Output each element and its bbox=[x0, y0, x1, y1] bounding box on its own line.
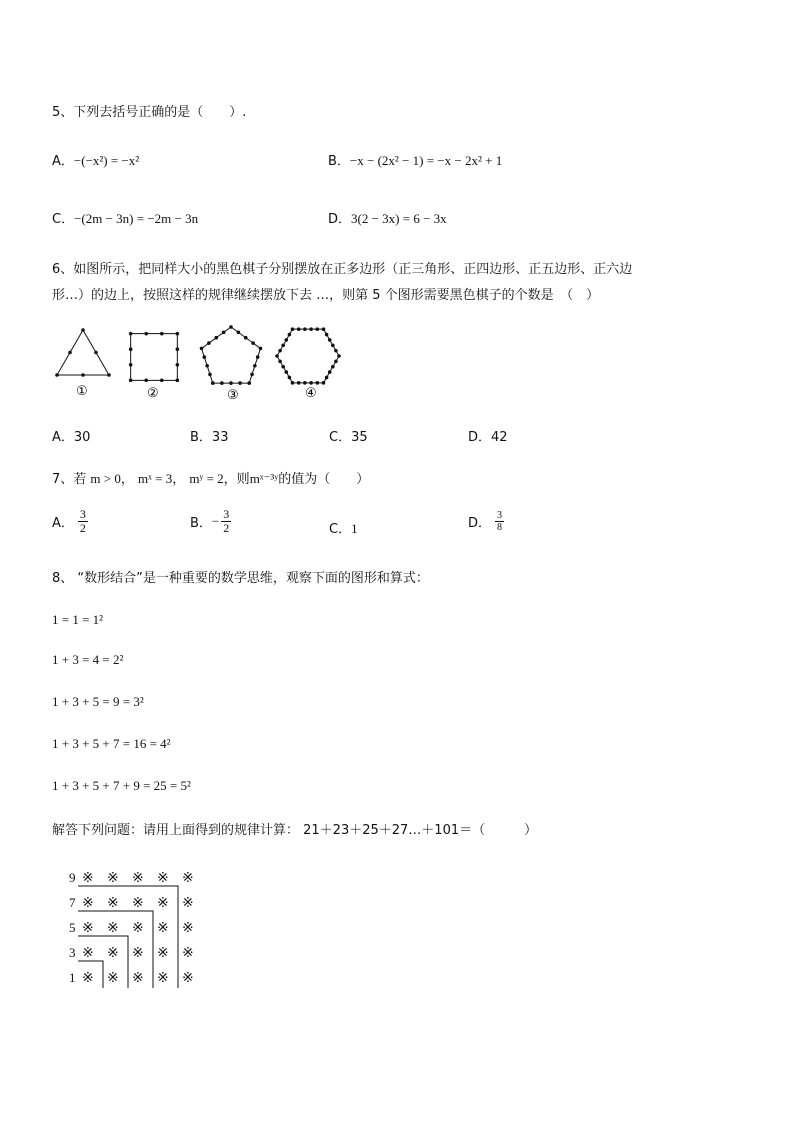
chess-piece-dot bbox=[285, 370, 289, 374]
q8-equation-4: 1 + 3 + 5 + 7 = 16 = 4² bbox=[52, 736, 171, 751]
grid-row-label: 1 bbox=[69, 970, 76, 985]
q5-option-c: C．−(2m − 3n) = −2m − 3n bbox=[52, 211, 199, 227]
fraction: $\frac{3}{2}$ bbox=[79, 507, 86, 535]
triangle-outline bbox=[57, 330, 109, 375]
chess-piece-dot bbox=[160, 332, 164, 336]
q5-option-a-expr: −(−x²) = −x² bbox=[73, 153, 140, 168]
grid-cell-symbol: ※ bbox=[157, 971, 169, 986]
figure-label-2: ② bbox=[147, 385, 159, 400]
chess-piece-dot bbox=[176, 332, 180, 336]
q6-option-a: A．30 bbox=[52, 430, 91, 445]
grid-row-label: 3 bbox=[69, 945, 76, 960]
grid-cell-symbol: ※ bbox=[182, 871, 194, 886]
q5-option-b: B．−x − (2x² − 1) = −x − 2x² + 1 bbox=[328, 153, 503, 169]
chess-piece-dot bbox=[281, 365, 285, 369]
grid-cell-symbol: ※ bbox=[107, 946, 119, 961]
grid-cell-symbol: ※ bbox=[82, 946, 94, 961]
grid-cell-symbol: ※ bbox=[132, 896, 144, 911]
chess-piece-dot bbox=[337, 354, 341, 358]
chess-piece-dot bbox=[256, 355, 260, 359]
chess-piece-dot bbox=[328, 370, 332, 374]
square-outline bbox=[131, 334, 178, 381]
fraction: $\frac{3}{8}$ bbox=[497, 510, 503, 533]
grid-cell-symbol: ※ bbox=[107, 921, 119, 936]
q6-polygon-figures bbox=[50, 322, 350, 402]
grid-cell-symbol: ※ bbox=[132, 871, 144, 886]
chess-piece-dot bbox=[107, 373, 111, 377]
chess-piece-dot bbox=[200, 347, 204, 351]
chess-piece-dot bbox=[297, 381, 301, 385]
chess-piece-dot bbox=[81, 373, 85, 377]
chess-piece-dot bbox=[203, 355, 207, 359]
grid-cell-symbol: ※ bbox=[157, 946, 169, 961]
chess-piece-dot bbox=[281, 343, 285, 347]
chess-piece-dot bbox=[129, 347, 133, 351]
chess-piece-dot bbox=[176, 379, 180, 383]
q6-option-d: D．42 bbox=[468, 430, 508, 445]
q8-equation-2: 1 + 3 = 4 = 2² bbox=[52, 652, 124, 667]
chess-piece-dot bbox=[253, 364, 257, 368]
chess-piece-dot bbox=[160, 379, 164, 383]
q5-stem: 5、下列去括号正确的是（ ）. bbox=[52, 105, 247, 120]
chess-piece-dot bbox=[208, 373, 212, 377]
q8-equation-1: 1 = 1 = 1² bbox=[52, 612, 104, 627]
q5-option-a: A．−(−x²) = −x² bbox=[52, 153, 140, 169]
chess-piece-dot bbox=[297, 327, 301, 331]
grid-cell-symbol: ※ bbox=[82, 921, 94, 936]
grid-cell-symbol: ※ bbox=[132, 971, 144, 986]
chess-piece-dot bbox=[144, 379, 148, 383]
chess-piece-dot bbox=[214, 336, 218, 340]
q6-option-c: C．35 bbox=[329, 430, 368, 445]
grid-cell-symbol: ※ bbox=[182, 971, 194, 986]
chess-piece-dot bbox=[81, 328, 85, 332]
grid-cell-symbol: ※ bbox=[132, 946, 144, 961]
grid-row-label: 5 bbox=[69, 920, 76, 935]
q6-stem-line2: 形…）的边上，按照这样的规律继续摆放下去 …，则第 5 个图形需要黑色棋子的个数是 （ ） bbox=[52, 288, 600, 303]
q8-odd-square-grid bbox=[60, 862, 220, 992]
chess-piece-dot bbox=[291, 327, 295, 331]
grid-cell-symbol: ※ bbox=[107, 896, 119, 911]
fraction: $\frac{3}{2}$ bbox=[223, 507, 230, 535]
chess-piece-dot bbox=[331, 365, 335, 369]
chess-piece-dot bbox=[207, 341, 211, 345]
chess-piece-dot bbox=[309, 327, 313, 331]
grid-cell-symbol: ※ bbox=[132, 921, 144, 936]
chess-piece-dot bbox=[334, 349, 338, 353]
chess-piece-dot bbox=[285, 338, 289, 342]
chess-piece-dot bbox=[176, 347, 180, 351]
chess-piece-dot bbox=[251, 341, 255, 345]
figure-label-4: ④ bbox=[305, 385, 317, 400]
chess-piece-dot bbox=[129, 332, 133, 336]
chess-piece-dot bbox=[278, 360, 282, 364]
grid-cell-symbol: ※ bbox=[157, 896, 169, 911]
q8-equation-5: 1 + 3 + 5 + 7 + 9 = 25 = 5² bbox=[52, 778, 191, 793]
chess-piece-dot bbox=[291, 381, 295, 385]
chess-piece-dot bbox=[325, 333, 329, 337]
chess-piece-dot bbox=[222, 331, 226, 335]
q7-option-c: C．1 bbox=[329, 521, 358, 537]
chess-piece-dot bbox=[55, 373, 59, 377]
figure-label-1: ① bbox=[76, 383, 88, 398]
q8-question: 解答下列问题：请用上面得到的规律计算： 21＋23＋25＋27…＋101＝（ ） bbox=[52, 823, 538, 838]
grid-row-label: 7 bbox=[69, 895, 76, 910]
chess-piece-dot bbox=[328, 338, 332, 342]
chess-piece-dot bbox=[322, 327, 326, 331]
q7-cond-my: mʸ = 2 bbox=[189, 471, 224, 486]
q7-target-expr: mˣ⁻³ʸ bbox=[249, 471, 279, 486]
grid-cell-symbol: ※ bbox=[82, 971, 94, 986]
q5-option-d-expr: 3(2 − 3x) = 6 − 3x bbox=[351, 211, 447, 226]
chess-piece-dot bbox=[229, 325, 233, 329]
chess-piece-dot bbox=[211, 381, 215, 385]
grid-row-label: 9 bbox=[69, 870, 76, 885]
chess-piece-dot bbox=[288, 333, 292, 337]
chess-piece-dot bbox=[176, 363, 180, 367]
chess-piece-dot bbox=[94, 351, 98, 355]
q7-option-b: B．− $\frac{3}{2}$ bbox=[190, 507, 230, 535]
grid-cell-symbol: ※ bbox=[182, 896, 194, 911]
q5-option-d: D．3(2 − 3x) = 6 − 3x bbox=[328, 211, 447, 227]
q6-stem-line1: 6、如图所示，把同样大小的黑色棋子分别摆放在正多边形（正三角形、正四边形、正五边形、正六边 bbox=[52, 262, 633, 277]
chess-piece-dot bbox=[129, 363, 133, 367]
chess-piece-dot bbox=[288, 376, 292, 380]
q7-cond-mx: mˣ = 3 bbox=[138, 471, 173, 486]
chess-piece-dot bbox=[220, 381, 224, 385]
q7-stem: 7、若 m > 0， mˣ = 3， mʸ = 2，则mˣ⁻³ʸ的值为（ ） bbox=[52, 471, 370, 487]
chess-piece-dot bbox=[331, 343, 335, 347]
hexagon-outline bbox=[277, 329, 339, 383]
chess-piece-dot bbox=[144, 332, 148, 336]
q5-option-c-expr: −(2m − 3n) = −2m − 3n bbox=[74, 211, 199, 226]
q6-option-b: B．33 bbox=[190, 430, 229, 445]
chess-piece-dot bbox=[259, 347, 263, 351]
q8-stem: 8、 “数形结合”是一种重要的数学思维，观察下面的图形和算式： bbox=[52, 571, 429, 586]
q7-option-a: A． $\frac{3}{2}$ bbox=[52, 507, 86, 535]
q5-option-b-expr: −x − (2x² − 1) = −x − 2x² + 1 bbox=[349, 153, 503, 168]
chess-piece-dot bbox=[129, 379, 133, 383]
chess-piece-dot bbox=[316, 327, 320, 331]
chess-piece-dot bbox=[334, 360, 338, 364]
chess-piece-dot bbox=[229, 381, 233, 385]
chess-piece-dot bbox=[325, 376, 329, 380]
q7-option-d: D． $\frac{3}{8}$ bbox=[468, 510, 503, 533]
grid-cell-symbol: ※ bbox=[107, 871, 119, 886]
grid-cell-symbol: ※ bbox=[107, 971, 119, 986]
grid-cell-symbol: ※ bbox=[157, 871, 169, 886]
figure-label-3: ③ bbox=[227, 387, 239, 402]
chess-piece-dot bbox=[68, 351, 72, 355]
chess-piece-dot bbox=[303, 327, 307, 331]
chess-piece-dot bbox=[205, 364, 209, 368]
chess-piece-dot bbox=[247, 381, 251, 385]
grid-cell-symbol: ※ bbox=[182, 921, 194, 936]
grid-cell-symbol: ※ bbox=[82, 871, 94, 886]
chess-piece-dot bbox=[275, 354, 279, 358]
grid-cell-symbol: ※ bbox=[157, 921, 169, 936]
chess-piece-dot bbox=[237, 331, 241, 335]
q8-equation-3: 1 + 3 + 5 = 9 = 3² bbox=[52, 694, 144, 709]
chess-piece-dot bbox=[238, 381, 242, 385]
chess-piece-dot bbox=[244, 336, 248, 340]
grid-cell-symbol: ※ bbox=[182, 946, 194, 961]
q7-cond-m-positive: m > 0 bbox=[90, 471, 121, 486]
chess-piece-dot bbox=[322, 381, 326, 385]
chess-piece-dot bbox=[278, 349, 282, 353]
chess-piece-dot bbox=[250, 373, 254, 377]
grid-cell-symbol: ※ bbox=[82, 896, 94, 911]
